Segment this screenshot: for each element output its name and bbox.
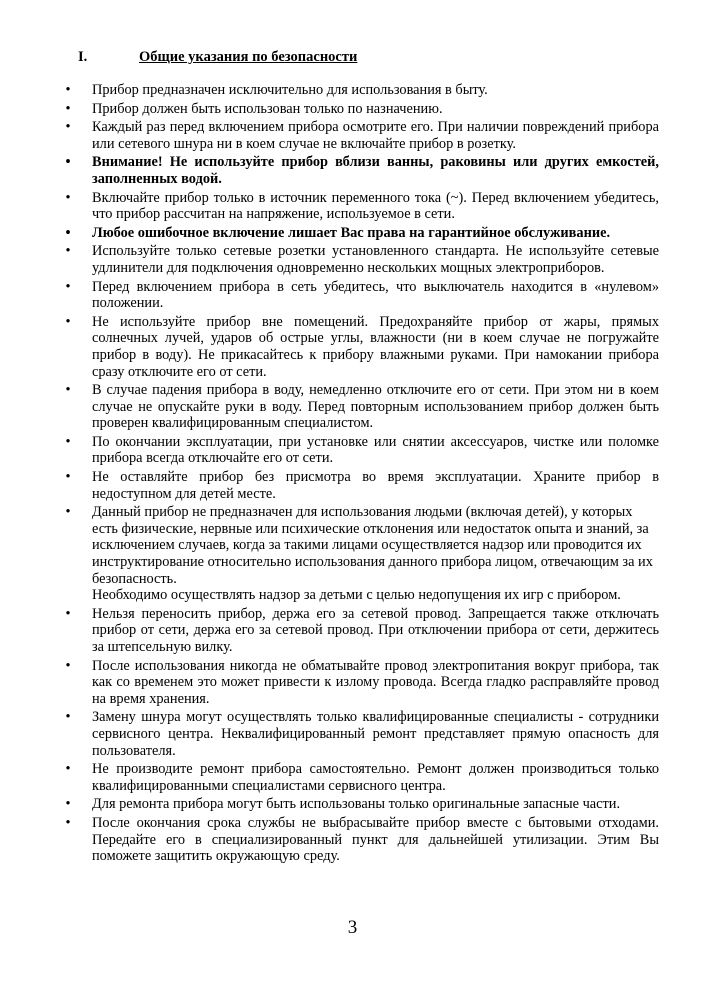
- bullet-icon: •: [65, 814, 71, 831]
- list-item-text: После окончания срока службы не выбрасывайте прибор вместе с бытовыми отходами. Передайте его в специализированный пункт для дальнейшей утилизации. Этим Вы поможете защитить окружающую среду.: [92, 814, 659, 865]
- list-item-text: Не производите ремонт прибора самостоятельно. Ремонт должен производиться только квалифицированными специалистами сервисного центра.: [92, 761, 659, 794]
- list-item-text: По окончании эксплуатации, при установке или снятии аксессуаров, чистке или поломке прибора всегда отключайте его от сети.: [92, 433, 659, 467]
- list-item-text: В случае падения прибора в воду, немедленно отключите его от сети. При этом ни в коем случае не опускайте руки в воду. Перед повторным использованием прибор должен быть проверен квалифицированным специалистом.: [92, 382, 659, 432]
- bullet-icon: •: [65, 119, 71, 136]
- list-item-text: Не используйте прибор вне помещений. Предохраняйте прибор от жары, прямых солнечных лучей, ударов об острые углы, влажности (ни в коем случае не погружайте прибор в воду). Не прикасайтесь к прибору влажными руками. При намокании прибора сразу отключите его от сети.: [92, 313, 659, 380]
- bullet-icon: •: [65, 657, 71, 674]
- list-item-text: Прибор предназначен исключительно для использования в быту.: [92, 82, 488, 98]
- bullet-icon: •: [65, 224, 71, 241]
- list-item-text: Включайте прибор только в источник переменного тока (~). Перед включением убедитесь, что прибор рассчитан на напряжение, используемое в сети.: [92, 189, 659, 223]
- bullet-icon: •: [65, 189, 71, 206]
- bullet-icon: •: [65, 761, 71, 778]
- list-item: [0, 469, 705, 502]
- list-item: [0, 314, 705, 380]
- list-item-text: Внимание! Не используйте прибор вблизи ванны, раковины или других емкостей, заполненных водой.: [92, 154, 659, 187]
- bullet-icon: •: [65, 504, 71, 521]
- bullet-icon: •: [65, 313, 71, 330]
- bullet-icon: •: [65, 154, 71, 171]
- list-item: [0, 606, 705, 656]
- bullet-icon: •: [65, 709, 71, 726]
- section-heading: [78, 47, 665, 67]
- safety-instructions-list: [0, 82, 705, 867]
- bullet-icon: •: [65, 243, 71, 260]
- list-item: [0, 154, 705, 187]
- list-item: [0, 279, 705, 312]
- list-item: [0, 190, 705, 223]
- list-item-text: Любое ошибочное включение лишает Вас права на гарантийное обслуживание.: [92, 224, 611, 241]
- list-item: [0, 225, 705, 242]
- list-item-text: Данный прибор не предназначен для использования людьми (включая детей), у которых есть физические, нервные или психические отклонения или недостаток опыта и знаний, за исключением случаев, когда за такими лицами осуществляется надзор или проводится их инструктирование относительно использования данного прибора лицом, отвечающим за их безопасность.: [92, 504, 653, 587]
- bullet-icon: •: [65, 433, 71, 450]
- list-item: [0, 815, 705, 865]
- list-item: [0, 796, 705, 813]
- list-item-text-continued: Необходимо осуществлять надзор за детьми с целью недопущения их игр с прибором.: [92, 587, 621, 604]
- list-item: [0, 504, 705, 604]
- list-item-text: Каждый раз перед включением прибора осмотрите его. При наличии повреждений прибора или сетевого шнура ни в коем случае не включайте прибор в розетку.: [92, 119, 659, 152]
- list-item: [0, 82, 705, 99]
- section-title: Общие указания по безопасности: [139, 49, 358, 65]
- list-item-text: Прибор должен быть использован только по назначению.: [92, 100, 443, 117]
- list-item-text: Нельзя переносить прибор, держа его за сетевой провод. Запрещается также отключать прибор от сети, держа его за сетевой провод. При отключении прибора от сети, держитесь за штепсельную вилку.: [92, 605, 659, 655]
- list-item: [0, 658, 705, 708]
- bullet-icon: •: [65, 100, 71, 117]
- page-number: 3: [347, 917, 358, 938]
- list-item: [0, 101, 705, 118]
- list-item: [0, 709, 705, 759]
- list-item: [0, 119, 705, 152]
- list-item: [0, 434, 705, 467]
- list-item-text: Не оставляйте прибор без присмотра во время эксплуатации. Храните прибор в недоступном для детей месте.: [92, 469, 659, 502]
- list-item-text: Используйте только сетевые розетки установленного стандарта. Не используйте сетевые удлинители для подключения одновременно нескольких мощных электроприборов.: [92, 243, 659, 276]
- list-item-text: После использования никогда не обматывайте провод электропитания вокруг прибора, так как со временем это может привести к излому провода. Всегда гладко расправляйте провод на время хранения.: [92, 657, 659, 707]
- list-item-text: Перед включением прибора в сеть убедитесь, что выключатель находится в «нулевом» положении.: [92, 278, 659, 312]
- bullet-icon: •: [65, 796, 71, 813]
- list-item: [0, 243, 705, 276]
- list-item: [0, 382, 705, 432]
- list-item-text: Для ремонта прибора могут быть использованы только оригинальные запасные части.: [92, 796, 621, 813]
- bullet-icon: •: [65, 382, 71, 399]
- bullet-icon: •: [65, 605, 71, 622]
- list-item: [0, 761, 705, 794]
- section-number: I.: [78, 49, 88, 65]
- list-item-text: Замену шнура могут осуществлять только квалифицированные специалисты - сотрудники сервисного центра. Неквалифицированный ремонт представляет прямую опасность для пользователя.: [92, 709, 659, 759]
- bullet-icon: •: [65, 278, 71, 295]
- bullet-icon: •: [65, 82, 71, 98]
- bullet-icon: •: [65, 469, 71, 486]
